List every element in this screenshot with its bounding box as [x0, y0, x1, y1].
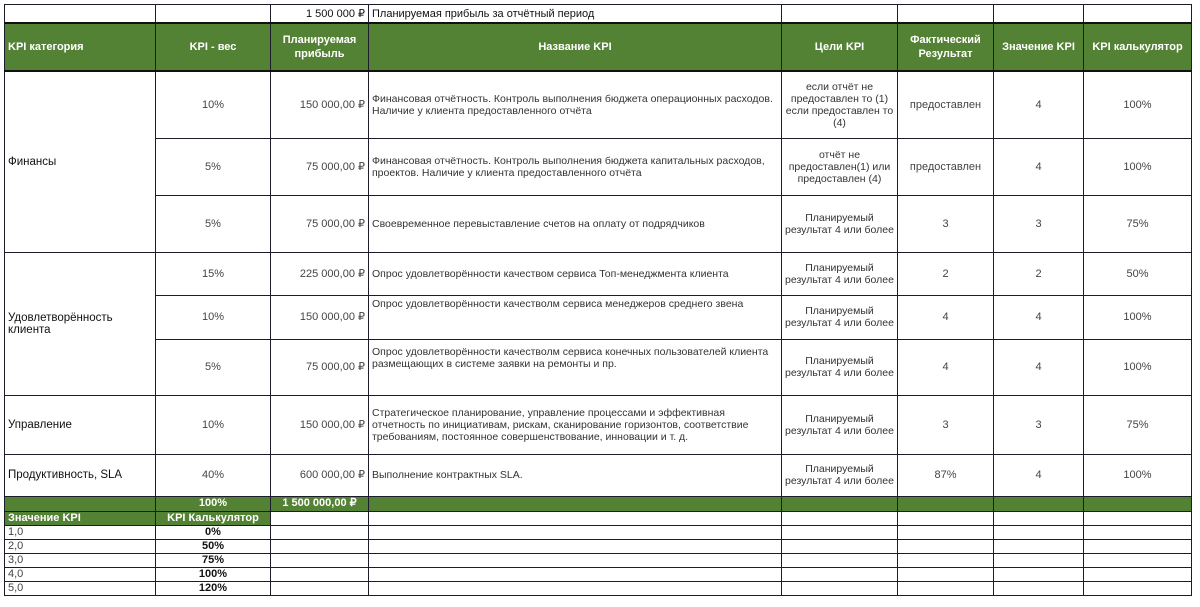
category-finance[interactable]: Финансы: [5, 71, 156, 252]
cell[interactable]: [898, 567, 994, 581]
cell[interactable]: [1084, 5, 1192, 24]
table-row: [5, 454, 1192, 496]
cell[interactable]: [1084, 567, 1192, 581]
header-kpi-goals[interactable]: Цели KPI: [782, 23, 898, 71]
planned-profit[interactable]: 75 000,00 ₽: [271, 195, 369, 252]
kpi-name[interactable]: Выполнение контрактных SLA.: [369, 454, 782, 496]
kpi-calc[interactable]: 100%: [1084, 454, 1192, 496]
kpi-weight[interactable]: 5%: [156, 138, 271, 195]
kpi-calc[interactable]: 100%: [1084, 339, 1192, 395]
cell[interactable]: [1084, 496, 1192, 511]
kpi-value[interactable]: 3: [994, 195, 1084, 252]
cell[interactable]: [782, 553, 898, 567]
total-planned-amount[interactable]: 1 500 000 ₽: [271, 5, 369, 24]
cell[interactable]: [994, 525, 1084, 539]
lookup-header-row: [5, 511, 1192, 525]
kpi-goal[interactable]: Планируемый результат 4 или более: [782, 454, 898, 496]
cell[interactable]: [782, 539, 898, 553]
header-kpi-name[interactable]: Название KPI: [369, 23, 782, 71]
kpi-table: [4, 4, 1192, 596]
cell[interactable]: [994, 5, 1084, 24]
category-satisfaction[interactable]: Удовлетворённость клиента: [5, 252, 156, 395]
kpi-weight[interactable]: 5%: [156, 195, 271, 252]
cell[interactable]: [994, 511, 1084, 525]
cell[interactable]: [782, 567, 898, 581]
table-row: [5, 395, 1192, 454]
lookup-row: [5, 525, 1192, 539]
cell[interactable]: [369, 581, 782, 595]
cell[interactable]: [898, 581, 994, 595]
cell[interactable]: [271, 553, 369, 567]
total-planned-label[interactable]: Планируемая прибыль за отчётный период: [369, 5, 782, 24]
cell[interactable]: [369, 539, 782, 553]
cell[interactable]: [271, 539, 369, 553]
cell[interactable]: [1084, 581, 1192, 595]
lookup-calc[interactable]: 75%: [156, 553, 271, 567]
header-kpi-calc[interactable]: KPI калькулятор: [1084, 23, 1192, 71]
cell[interactable]: [898, 511, 994, 525]
cell[interactable]: [994, 539, 1084, 553]
cell[interactable]: [369, 553, 782, 567]
lookup-row: [5, 553, 1192, 567]
cell[interactable]: [898, 5, 994, 24]
actual-result[interactable]: предоставлен: [898, 138, 994, 195]
actual-result[interactable]: 3: [898, 395, 994, 454]
planned-profit[interactable]: 600 000,00 ₽: [271, 454, 369, 496]
kpi-value[interactable]: 2: [994, 252, 1084, 295]
cell[interactable]: [782, 581, 898, 595]
table-row: [5, 71, 1192, 138]
kpi-name[interactable]: Опрос удовлетворённости качестволм сервиса менеджеров среднего звена: [369, 295, 782, 339]
table-row: [5, 339, 1192, 395]
planned-profit[interactable]: 150 000,00 ₽: [271, 71, 369, 138]
lookup-value[interactable]: 2,0: [5, 539, 156, 553]
header-kpi-value[interactable]: Значение KPI: [994, 23, 1084, 71]
header-actual-result[interactable]: Фактический Результат: [898, 23, 994, 71]
lookup-row: [5, 581, 1192, 595]
actual-result[interactable]: 4: [898, 339, 994, 395]
table-row: [5, 195, 1192, 252]
actual-result[interactable]: 3: [898, 195, 994, 252]
cell[interactable]: [271, 581, 369, 595]
table-row: [5, 295, 1192, 339]
header-planned-profit[interactable]: Планируемая прибыль: [271, 23, 369, 71]
lookup-value[interactable]: 5,0: [5, 581, 156, 595]
kpi-weight[interactable]: 10%: [156, 295, 271, 339]
kpi-goal[interactable]: отчёт не предоставлен(1) или предоставлен (4): [782, 138, 898, 195]
cell[interactable]: [994, 581, 1084, 595]
cell[interactable]: [1084, 511, 1192, 525]
kpi-goal[interactable]: Планируемый результат 4 или более: [782, 295, 898, 339]
cell[interactable]: [782, 5, 898, 24]
cell[interactable]: [271, 511, 369, 525]
category-management[interactable]: Управление: [5, 395, 156, 454]
kpi-goal[interactable]: Планируемый результат 4 или более: [782, 252, 898, 295]
lookup-value[interactable]: 3,0: [5, 553, 156, 567]
kpi-name[interactable]: Финансовая отчётность. Контроль выполнения бюджета капитальных расходов, проектов. Наличие у клиента предоставленного отчёта: [369, 138, 782, 195]
lookup-header-calc[interactable]: KPI Калькулятор: [156, 511, 271, 525]
lookup-calc[interactable]: 120%: [156, 581, 271, 595]
kpi-goal[interactable]: Планируемый результат 4 или более: [782, 339, 898, 395]
kpi-name[interactable]: Своевременное перевыставление счетов на оплату от подрядчиков: [369, 195, 782, 252]
kpi-name[interactable]: Опрос удовлетворённости качестволм сервиса конечных пользователей клиента размещающих в системе заявки на ремонты и пр.: [369, 339, 782, 395]
cell[interactable]: [782, 511, 898, 525]
cell[interactable]: [1084, 539, 1192, 553]
kpi-weight[interactable]: 10%: [156, 71, 271, 138]
cell[interactable]: [994, 553, 1084, 567]
cell[interactable]: [994, 567, 1084, 581]
cell[interactable]: [898, 496, 994, 511]
cell[interactable]: [156, 5, 271, 24]
total-profit[interactable]: 1 500 000,00 ₽: [271, 496, 369, 511]
cell[interactable]: [898, 553, 994, 567]
kpi-weight[interactable]: 10%: [156, 395, 271, 454]
table-row: [5, 138, 1192, 195]
kpi-value[interactable]: 4: [994, 138, 1084, 195]
actual-result[interactable]: предоставлен: [898, 71, 994, 138]
kpi-weight[interactable]: 15%: [156, 252, 271, 295]
actual-result[interactable]: 87%: [898, 454, 994, 496]
actual-result[interactable]: 4: [898, 295, 994, 339]
kpi-goal[interactable]: если отчёт не предоставлен то (1) если предоставлен то (4): [782, 71, 898, 138]
kpi-weight[interactable]: 40%: [156, 454, 271, 496]
header-row: [5, 23, 1192, 71]
cell[interactable]: [369, 567, 782, 581]
kpi-value[interactable]: 4: [994, 339, 1084, 395]
cell[interactable]: [782, 525, 898, 539]
cell[interactable]: [5, 5, 156, 24]
planned-profit[interactable]: 225 000,00 ₽: [271, 252, 369, 295]
table-row: [5, 252, 1192, 295]
lookup-value[interactable]: 1,0: [5, 525, 156, 539]
planned-profit[interactable]: 75 000,00 ₽: [271, 339, 369, 395]
cell[interactable]: [898, 525, 994, 539]
kpi-goal[interactable]: Планируемый результат 4 или более: [782, 195, 898, 252]
header-category[interactable]: KPI категория: [5, 23, 156, 71]
cell[interactable]: [369, 496, 782, 511]
cell[interactable]: [5, 496, 156, 511]
kpi-calc[interactable]: 75%: [1084, 395, 1192, 454]
kpi-value[interactable]: 4: [994, 295, 1084, 339]
actual-result[interactable]: 2: [898, 252, 994, 295]
kpi-calc[interactable]: 100%: [1084, 295, 1192, 339]
lookup-row: [5, 567, 1192, 581]
cell[interactable]: [271, 525, 369, 539]
kpi-calc[interactable]: 50%: [1084, 252, 1192, 295]
kpi-name[interactable]: Финансовая отчётность. Контроль выполнения бюджета операционных расходов. Наличие у клиента предоставленного отчёта: [369, 71, 782, 138]
header-weight[interactable]: KPI - вес: [156, 23, 271, 71]
planned-profit[interactable]: 75 000,00 ₽: [271, 138, 369, 195]
kpi-value[interactable]: 4: [994, 454, 1084, 496]
cell[interactable]: [1084, 553, 1192, 567]
lookup-calc[interactable]: 50%: [156, 539, 271, 553]
cell[interactable]: [369, 511, 782, 525]
kpi-calc[interactable]: 100%: [1084, 138, 1192, 195]
kpi-weight[interactable]: 5%: [156, 339, 271, 395]
kpi-spreadsheet: [4, 4, 1192, 596]
lookup-calc[interactable]: 100%: [156, 567, 271, 581]
cell[interactable]: [994, 496, 1084, 511]
kpi-calc[interactable]: 75%: [1084, 195, 1192, 252]
cell[interactable]: [271, 567, 369, 581]
kpi-goal[interactable]: Планируемый результат 4 или более: [782, 395, 898, 454]
category-productivity[interactable]: Продуктивность, SLA: [5, 454, 156, 496]
lookup-header-value[interactable]: Значение KPI: [5, 511, 156, 525]
kpi-name[interactable]: Опрос удовлетворённости качеством сервиса Топ-менеджмента клиента: [369, 252, 782, 295]
cell[interactable]: [1084, 525, 1192, 539]
lookup-row: [5, 539, 1192, 553]
cell[interactable]: [369, 525, 782, 539]
total-weight[interactable]: 100%: [156, 496, 271, 511]
lookup-value[interactable]: 4,0: [5, 567, 156, 581]
lookup-calc[interactable]: 0%: [156, 525, 271, 539]
cell[interactable]: [782, 496, 898, 511]
kpi-value[interactable]: 4: [994, 71, 1084, 138]
planned-profit[interactable]: 150 000,00 ₽: [271, 295, 369, 339]
planned-profit[interactable]: 150 000,00 ₽: [271, 395, 369, 454]
kpi-name[interactable]: Стратегическое планирование, управление процессами и эффективная отчетность по инициативам, рискам, сканирование горизонтов, соответствие требованиям, постоянное совершенствование, инновации и т. д.: [369, 395, 782, 454]
summary-row: [5, 5, 1192, 24]
kpi-calc[interactable]: 100%: [1084, 71, 1192, 138]
kpi-value[interactable]: 3: [994, 395, 1084, 454]
totals-row: [5, 496, 1192, 511]
cell[interactable]: [898, 539, 994, 553]
